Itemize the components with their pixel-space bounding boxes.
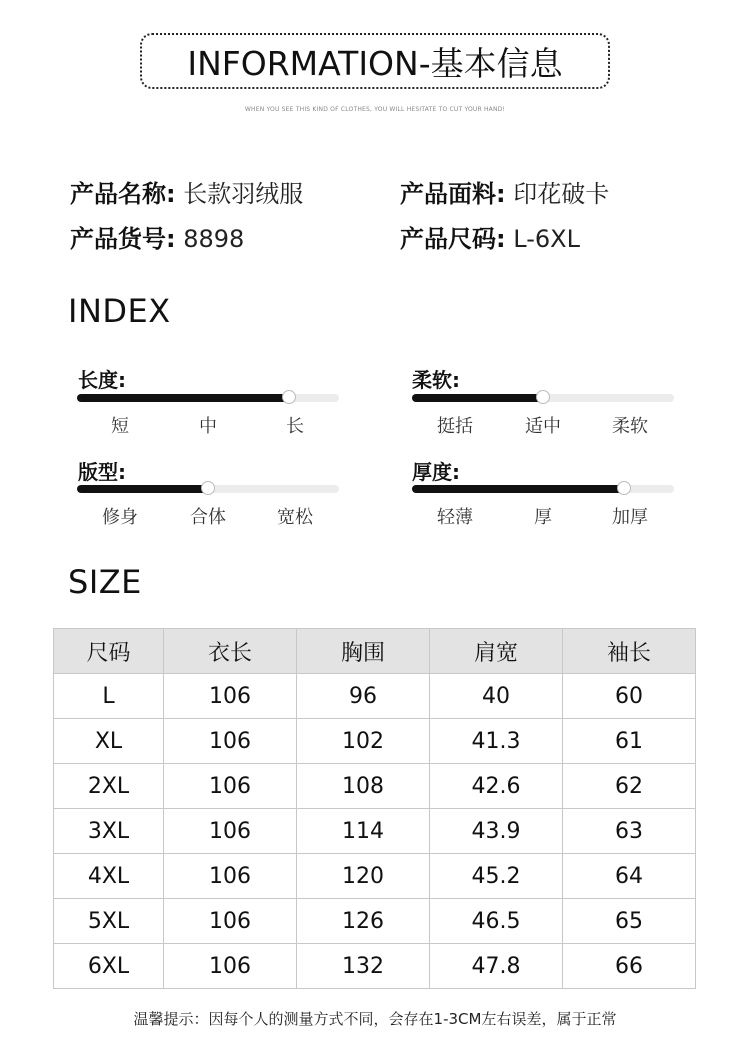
info-product-name-label: 产品名称:	[70, 180, 176, 208]
table-row	[54, 899, 696, 944]
slider-length-label: 长度:	[78, 368, 126, 392]
table-cell: L	[54, 674, 164, 719]
slider-length-track	[77, 394, 339, 402]
info-product-size	[400, 219, 580, 254]
slider-length-fill	[77, 394, 289, 402]
table-cell: 43.9	[430, 809, 563, 854]
info-product-fabric-value: 印花破卡	[513, 180, 610, 208]
size-table-header-cell: 袖长	[563, 629, 696, 674]
slider-fit-scale-mid: 合体	[190, 507, 226, 528]
header-box	[140, 33, 610, 89]
table-cell: 2XL	[54, 764, 164, 809]
table-cell: 106	[164, 899, 297, 944]
table-row	[54, 674, 696, 719]
table-cell: 106	[164, 944, 297, 989]
slider-length-scale-mid: 中	[199, 416, 217, 437]
size-table	[53, 628, 696, 989]
table-cell: 6XL	[54, 944, 164, 989]
header-subtitle: WHEN YOU SEE THIS KIND OF CLOTHES, YOU WILL HESITATE TO CUT YOUR HAND!	[244, 106, 506, 113]
slider-thickness-scale-low: 轻薄	[437, 507, 473, 528]
table-cell: 3XL	[54, 809, 164, 854]
info-product-fabric-label: 产品面料:	[400, 180, 506, 208]
size-table-header-cell: 胸围	[297, 629, 430, 674]
table-cell: 108	[297, 764, 430, 809]
slider-thickness-scale-high: 加厚	[612, 507, 648, 528]
slider-length-scale-high: 长	[286, 416, 304, 437]
info-product-size-label: 产品尺码:	[400, 225, 506, 253]
table-cell: 61	[563, 719, 696, 764]
slider-thickness-track	[412, 485, 674, 493]
info-product-code-value: 8898	[183, 225, 245, 253]
slider-softness-label: 柔软:	[412, 368, 460, 392]
table-cell: 64	[563, 854, 696, 899]
size-table-header-cell: 尺码	[54, 629, 164, 674]
info-product-name	[70, 174, 303, 209]
table-cell: 66	[563, 944, 696, 989]
slider-thickness-knob	[617, 481, 631, 495]
table-row	[54, 944, 696, 989]
slider-length-knob	[282, 390, 296, 404]
slider-softness-knob	[536, 390, 550, 404]
table-cell: 62	[563, 764, 696, 809]
table-cell: 60	[563, 674, 696, 719]
table-cell: 96	[297, 674, 430, 719]
info-product-name-value: 长款羽绒服	[183, 180, 304, 208]
table-cell: 114	[297, 809, 430, 854]
slider-fit-scale-low: 修身	[102, 507, 138, 528]
slider-fit-fill	[77, 485, 208, 493]
table-cell: 120	[297, 854, 430, 899]
table-cell: 126	[297, 899, 430, 944]
footnote: 温馨提示：因每个人的测量方式不同，会存在1-3CM左右误差，属于正常	[133, 1010, 617, 1028]
table-cell: 106	[164, 764, 297, 809]
table-row	[54, 719, 696, 764]
slider-fit-label: 版型:	[78, 460, 126, 484]
table-cell: 41.3	[430, 719, 563, 764]
slider-softness-scale-mid: 适中	[525, 416, 561, 437]
table-cell: 4XL	[54, 854, 164, 899]
info-product-size-value: L-6XL	[513, 225, 580, 253]
table-cell: 46.5	[430, 899, 563, 944]
slider-thickness-scale-mid: 厚	[534, 507, 552, 528]
table-row	[54, 764, 696, 809]
table-cell: 106	[164, 674, 297, 719]
slider-thickness-label: 厚度:	[412, 460, 460, 484]
table-cell: 106	[164, 719, 297, 764]
slider-softness-fill	[412, 394, 543, 402]
table-cell: XL	[54, 719, 164, 764]
slider-softness-track	[412, 394, 674, 402]
info-product-code	[70, 219, 244, 254]
slider-length-scale-low: 短	[111, 416, 129, 437]
table-cell: 40	[430, 674, 563, 719]
table-row	[54, 854, 696, 899]
table-row	[54, 809, 696, 854]
slider-thickness-fill	[412, 485, 624, 493]
slider-fit-scale-high: 宽松	[277, 507, 313, 528]
slider-softness-scale-high: 柔软	[612, 416, 648, 437]
slider-softness-scale-low: 挺括	[437, 416, 473, 437]
table-cell: 63	[563, 809, 696, 854]
table-cell: 106	[164, 854, 297, 899]
info-product-fabric	[400, 174, 609, 209]
slider-fit-track	[77, 485, 339, 493]
size-title: SIZE	[68, 563, 142, 601]
table-cell: 65	[563, 899, 696, 944]
table-cell: 42.6	[430, 764, 563, 809]
size-table-header-cell: 肩宽	[430, 629, 563, 674]
table-cell: 106	[164, 809, 297, 854]
slider-fit-knob	[201, 481, 215, 495]
size-table-header-cell: 衣长	[164, 629, 297, 674]
table-cell: 132	[297, 944, 430, 989]
table-cell: 47.8	[430, 944, 563, 989]
table-cell: 102	[297, 719, 430, 764]
size-table-header-row	[54, 629, 696, 674]
table-cell: 45.2	[430, 854, 563, 899]
page-title: INFORMATION-基本信息	[187, 43, 563, 83]
info-product-code-label: 产品货号:	[70, 225, 176, 253]
index-title: INDEX	[68, 292, 171, 330]
table-cell: 5XL	[54, 899, 164, 944]
